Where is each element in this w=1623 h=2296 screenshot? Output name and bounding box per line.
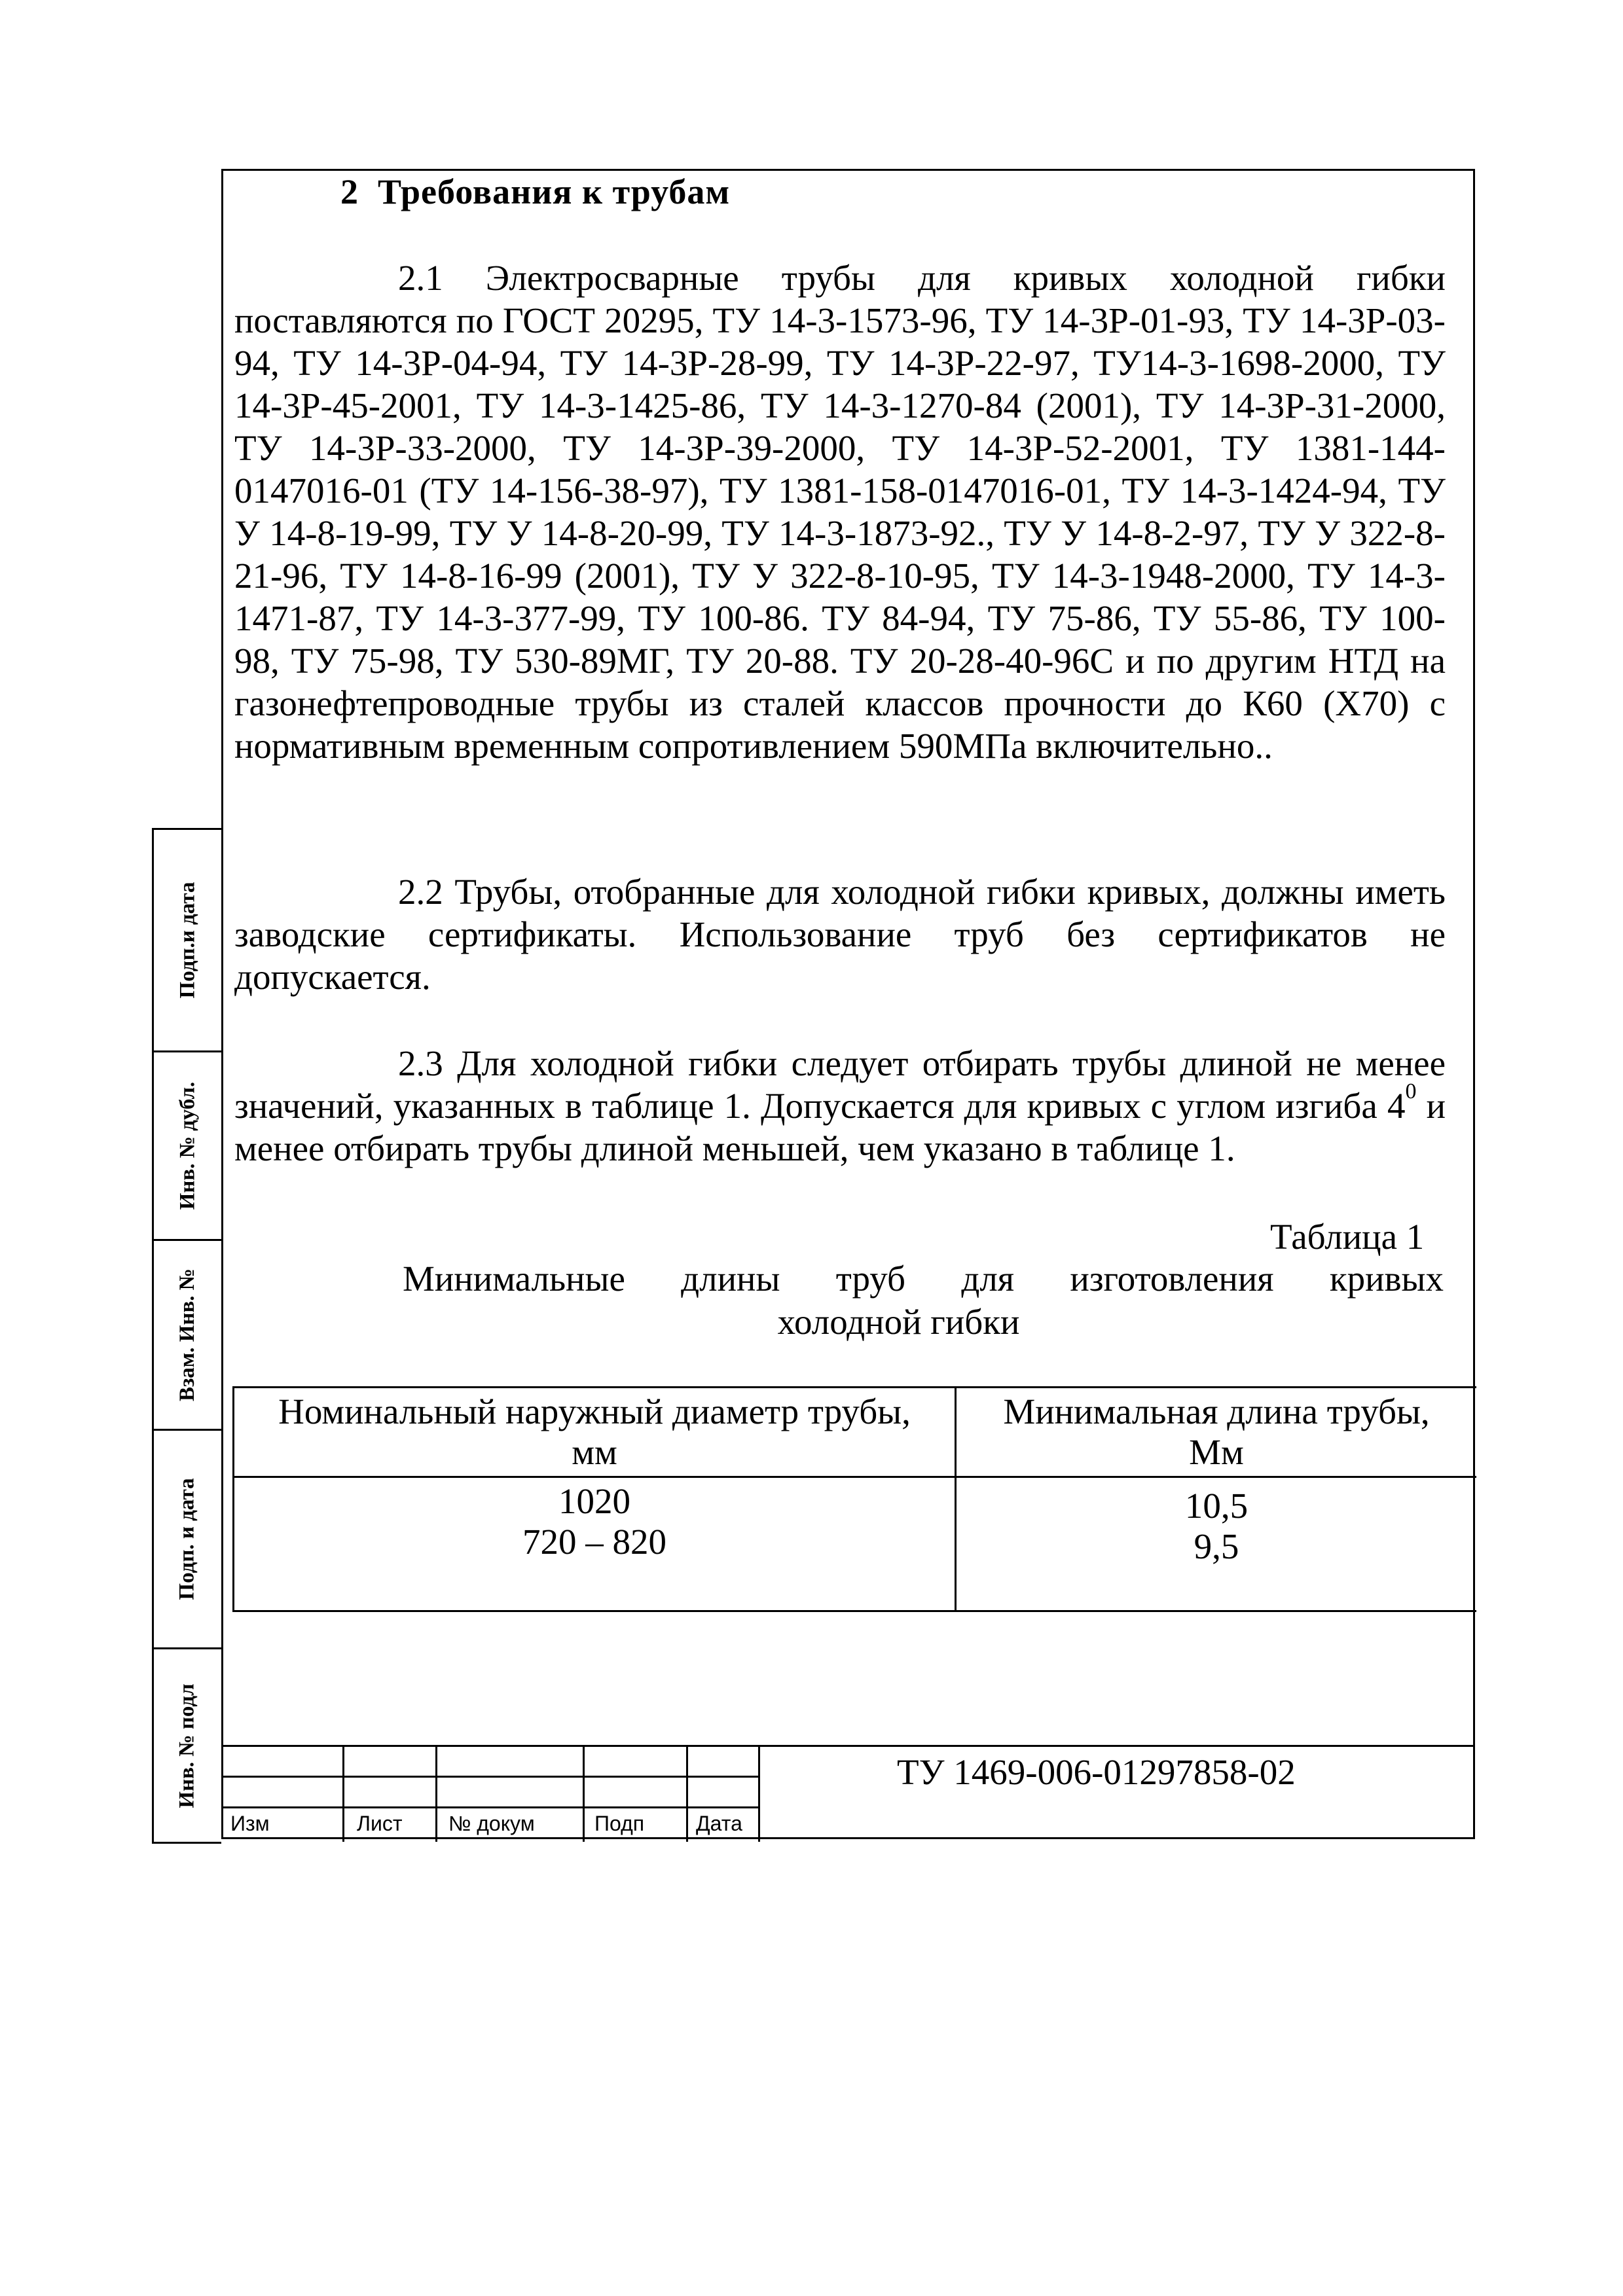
label-podp: Подп	[594, 1812, 645, 1835]
header-diameter-line1: Номинальный наружный диаметр трубы,	[278, 1391, 911, 1431]
section-heading	[340, 171, 730, 212]
data-table	[232, 1386, 1476, 1612]
stamp-vzam-inv: Взам. Инв. №	[175, 1268, 200, 1401]
document-code: ТУ 1469-006-01297858-02	[897, 1752, 1296, 1792]
header-length-line1: Минимальная длина трубы,	[1003, 1391, 1430, 1431]
label-n-dokum: № докум	[448, 1812, 535, 1835]
degree-superscript: 0	[1405, 1079, 1417, 1103]
paragraph-2-2	[234, 870, 1446, 998]
paragraph-2-3-part2: и менее отбирать трубы длиной меньшей, чем указано в таблице 1.	[234, 1086, 1446, 1168]
row-1-length: 10,5	[1184, 1486, 1249, 1526]
stamp-podp-data-2: Подп. и дата	[175, 1478, 200, 1600]
row-2-length: 9,5	[1194, 1526, 1239, 1566]
row-2-diameter: 720 – 820	[522, 1522, 666, 1562]
table-caption-line2: холодной гибки	[777, 1302, 1020, 1342]
paragraph-2-3-part1: 2.3 Для холодной гибки следует отбирать трубы длиной не менее значений, указанных в таблице 1. Допускается для кривых с углом изгиба 4	[234, 1043, 1446, 1126]
label-list: Лист	[357, 1812, 403, 1835]
header-diameter-line2: мм	[572, 1432, 617, 1472]
header-diameter	[234, 1391, 955, 1473]
paragraph-2-1-text: 2.1 Электросварные трубы для кривых холодной гибки поставляются по ГОСТ 20295, ТУ 14-3-1573-96, ТУ 14-3Р-01-93, ТУ 14-3Р-03-94, ТУ 14-3Р-04-94, ТУ 14-3Р-28-99, ТУ 14-3Р-22-97, ТУ14-3-1698-2000, ТУ 14-3Р-45-2001, ТУ 14-3-1425-86, ТУ 14-3-1270-84 (2001), ТУ 14-3Р-31-2000, ТУ 14-3Р-33-2000, ТУ 14-3Р-39-2000, ТУ 14-3Р-52-2001, ТУ 1381-144-0147016-01 (ТУ 14-156-38-97), ТУ 1381-158-0147016-01, ТУ 14-3-1424-94, ТУ У 14-8-19-99, ТУ У 14-8-20-99, ТУ 14-3-1873-92., ТУ У 14-8-2-97, ТУ У 322-8-21-96, ТУ 14-8-16-99 (2001), ТУ У 322-8-10-95, ТУ 14-3-1948-2000, ТУ 14-3-1471-87, ТУ 14-3-377-99, ТУ 100-86. ТУ 84-94, ТУ 75-86, ТУ 55-86, ТУ 100-98, ТУ 75-98, ТУ 530-89МГ, ТУ 20-88. ТУ 20-28-40-96С и по другим НТД на газонефтепроводные трубы из сталей классов прочности до К60 (Х70) с нормативным временным сопротивлением 590МПа включительно..	[234, 258, 1446, 766]
stamp-podp-data-1: Подп.и дата	[175, 882, 200, 999]
section-title: Требования к трубам	[378, 172, 731, 211]
label-izm: Изм	[230, 1812, 270, 1835]
table-caption-line1: Минимальные длины труб для изготовления кривых	[403, 1259, 1444, 1299]
stamp-inv-podl: Инв. № подл	[175, 1683, 199, 1808]
section-number: 2	[340, 172, 359, 211]
row-1-diameter: 1020	[558, 1481, 630, 1521]
label-data: Дата	[696, 1812, 742, 1835]
table-label: Таблица 1	[1270, 1217, 1425, 1257]
table-row	[957, 1486, 1476, 1567]
paragraph-2-3	[234, 1042, 1446, 1170]
paragraph-2-3-text	[234, 1042, 1446, 1170]
header-length	[957, 1391, 1476, 1473]
paragraph-2-2-text: 2.2 Трубы, отобранные для холодной гибки кривых, должны иметь заводские сертификаты. Использование труб без сертификатов не допускается.	[234, 872, 1446, 997]
paragraph-2-1	[234, 257, 1446, 767]
header-length-line2: Мм	[1189, 1432, 1244, 1472]
table-row	[234, 1481, 955, 1562]
stamp-inv-dubl: Инв. № дубл.	[175, 1081, 199, 1210]
